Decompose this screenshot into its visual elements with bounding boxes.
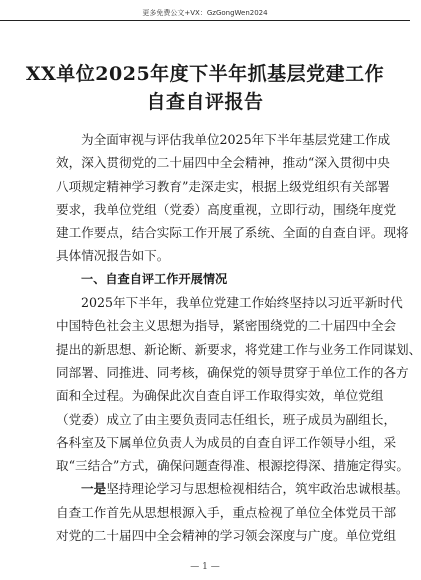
text-line: 效，深入贯彻党的二十届四中全会精神，推动“深入贯彻中央 [56, 155, 390, 171]
text-line: 提出的新思想、新论断、新要求，将党建工作与业务工作同谋划、 [56, 341, 421, 357]
page-header: 更多免费公文+VX：GzGongWen2024 [142, 9, 268, 17]
paragraph-overview [56, 291, 421, 477]
page-number: — 1 — [190, 562, 220, 572]
text-line: 面和全过程。为确保此次自查自评工作取得实效，单位党组 [56, 388, 384, 404]
point-lead: 一是 [81, 481, 107, 497]
text-line: 为全面审视与评估我单位2025年下半年基层党建工作成 [81, 132, 391, 147]
title-line-2: 自查自评报告 [146, 91, 264, 113]
text-line: 建工作要点，结合实际工作开展了系统、全面的自查自评。现将 [56, 225, 409, 241]
document-title [20, 60, 390, 116]
header-rule [0, 20, 410, 21]
point-text: 坚持理论学习与思想检视相结合，筑牢政治忠诚根基。 [106, 481, 409, 497]
text-line: 具体情况报告如下。 [56, 248, 170, 264]
text-line: 中国特色社会主义思想为指导，紧密围绕党的二十届四中全会 [56, 318, 397, 334]
text-line: 同部署、同推进、同考核，确保党的领导贯穿于单位工作的各方 [56, 364, 409, 380]
text-line: 自查工作首先从思想根源入手，重点检视了单位全体党员干部 [56, 504, 397, 520]
text-line: 八项规定精神学习教育”走深走实，根据上级党组织有关部署 [56, 178, 390, 194]
section-heading: 一、自查自评工作开展情况 [81, 271, 228, 286]
text-line: 2025年下半年，我单位党建工作始终坚持以习近平新时代 [81, 295, 403, 311]
text-line [56, 477, 409, 500]
text-line: 各科室及下属单位负责人为成员的自查自评工作领导小组，采 [56, 434, 397, 450]
paragraph-intro [56, 128, 409, 268]
text-line: 对党的二十届四中全会精神的学习领会深度与广度。单位党组 [56, 528, 397, 544]
text-line: 要求，我单位党组（党委）高度重视，立即行动，围绕年度党 [56, 201, 397, 217]
paragraph-first-point [56, 477, 409, 547]
title-line-1: XX单位2025年度下半年抓基层党建工作 [25, 63, 385, 85]
text-line: 取“三结合”方式，确保问题查得准、根源挖得深、措施定得实。 [56, 458, 409, 474]
document-body [56, 128, 421, 547]
text-line: （党委）成立了由主要负责同志任组长，班子成员为副组长， [56, 411, 397, 427]
